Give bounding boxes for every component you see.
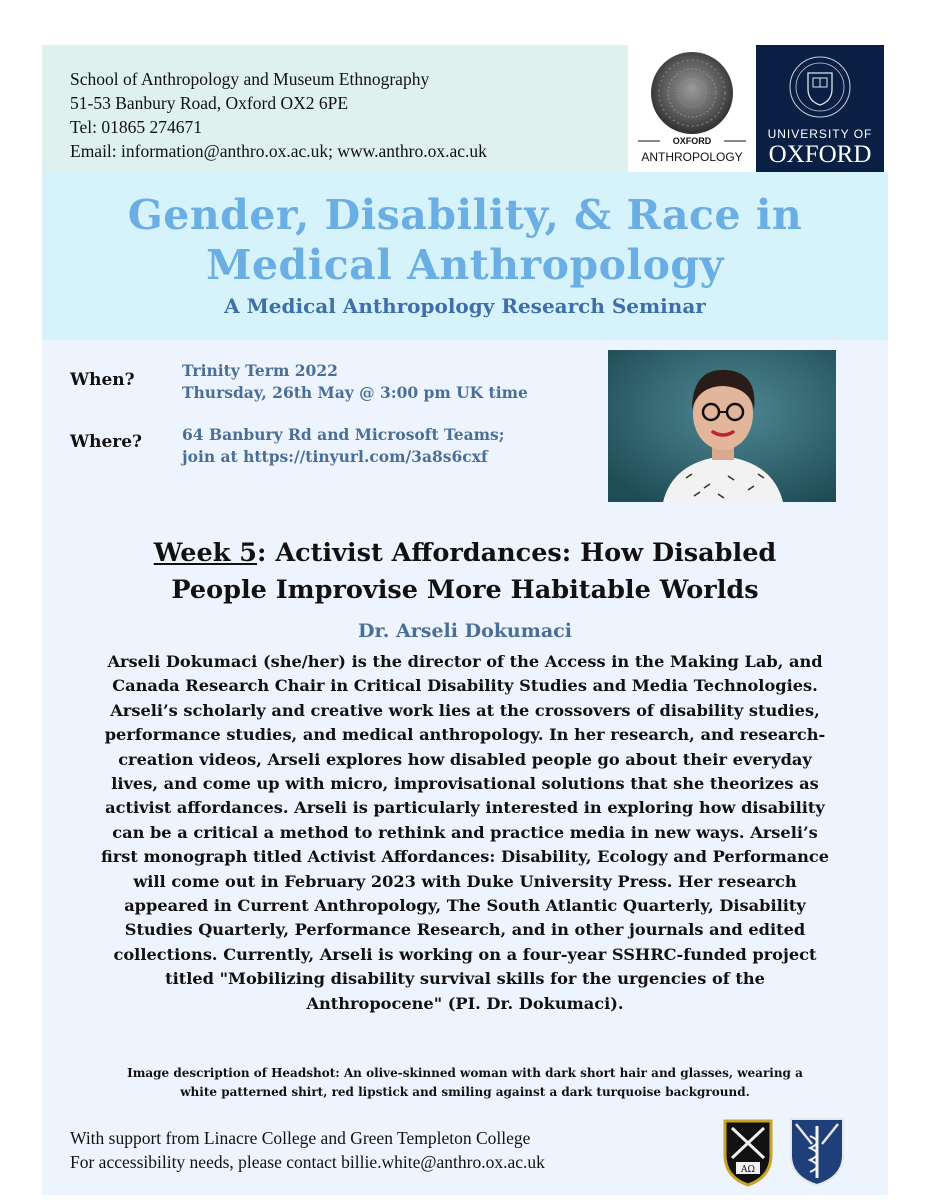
green-templeton-shield-icon xyxy=(788,1116,846,1188)
bio-line: Studies Quarterly, Performance Research, and in other journals and edited xyxy=(124,920,806,940)
stone-disc-icon xyxy=(628,45,756,172)
bio-line: collections. Currently, Arseli is working on a four-year SSHRC-funded project xyxy=(113,944,817,964)
bio-line: appeared in Current Anthropology, The South Atlantic Quarterly, Disability xyxy=(124,896,806,916)
linacre-shield-icon xyxy=(722,1118,774,1188)
seminar-title-line1: Gender, Disability, & Race in xyxy=(127,191,803,239)
bio-line: Anthropocene" (PI. Dr. Dokumaci). xyxy=(306,993,624,1013)
week-number: Week 5 xyxy=(153,538,258,568)
oxford-anthropology-logo xyxy=(628,45,756,172)
school-name: School of Anthropology and Museum Ethnography xyxy=(70,69,430,89)
svg-text:ΑΩ: ΑΩ xyxy=(741,1165,755,1175)
seminar-title-line2: Medical Anthropology xyxy=(206,241,724,289)
image-description-line1: Image description of Headshot: An olive-skinned woman with dark short hair and glasses, wearing a xyxy=(127,1066,803,1080)
ox-logo-line1: UNIVERSITY OF xyxy=(767,127,873,141)
where-location: 64 Banbury Rd and Microsoft Teams; xyxy=(182,425,505,444)
talk-title-line2: People Improvise More Habitable Worlds xyxy=(171,575,759,605)
speaker-headshot xyxy=(608,350,836,502)
talk-title xyxy=(42,535,888,609)
school-email: Email: information@anthro.ox.ac.uk; www.anthro.ox.ac.uk xyxy=(70,141,487,161)
when-datetime: Thursday, 26th May @ 3:00 pm UK time xyxy=(182,383,528,402)
when-term: Trinity Term 2022 xyxy=(182,361,338,380)
bio-line: Arseli’s scholarly and creative work lies at the crossovers of disability studies, xyxy=(110,700,820,720)
when-value xyxy=(182,360,528,404)
image-description-line2: white patterned shirt, red lipstick and smiling against a dark turquoise background. xyxy=(180,1085,750,1099)
university-of-oxford-logo xyxy=(756,45,884,172)
seminar-title xyxy=(42,172,888,290)
image-description xyxy=(42,1064,888,1102)
contact-block xyxy=(42,45,628,172)
where-label: Where? xyxy=(70,432,143,452)
ox-logo-line2: OXFORD xyxy=(768,141,872,168)
speaker-name: Dr. Arseli Dokumaci xyxy=(358,620,572,642)
title-band xyxy=(42,172,888,340)
footer-text xyxy=(70,1126,710,1174)
bio-line: Arseli Dokumaci (she/her) is the director of the Access in the Making Lab, and xyxy=(107,652,823,671)
accessibility-contact: For accessibility needs, please contact billie.white@anthro.ox.ac.uk xyxy=(70,1152,545,1172)
bio-line: lives, and come up with micro, improvisational solutions that she theorizes as xyxy=(111,774,819,794)
oxford-crest-icon xyxy=(756,45,884,172)
linacre-college-crest xyxy=(722,1118,774,1188)
green-templeton-crest xyxy=(788,1116,846,1188)
bio-line: creation videos, Arseli explores how disabled people go about their everyday xyxy=(118,749,812,769)
bio-line: titled "Mobilizing disability survival skills for the urgencies of the xyxy=(165,969,765,989)
school-phone: Tel: 01865 274671 xyxy=(70,117,202,137)
where-value xyxy=(182,424,505,468)
speaker-bio xyxy=(42,650,888,1016)
bio-line: performance studies, and medical anthropology. In her research, and research- xyxy=(104,725,826,745)
anthro-logo-line1: OXFORD xyxy=(672,136,712,146)
when-label: When? xyxy=(70,370,135,390)
content-panel xyxy=(42,340,888,1195)
bio-line: Canada Research Chair in Critical Disability Studies and Media Technologies. xyxy=(112,676,818,696)
where-link[interactable]: join at https://tinyurl.com/3a8s6cxf xyxy=(182,447,488,466)
talk-title-line1 xyxy=(42,535,888,572)
flyer xyxy=(42,45,888,1195)
bio-line: first monograph titled Activist Affordances: Disability, Ecology and Performance xyxy=(100,847,830,867)
bio-line: activist affordances. Arseli is particularly interested in exploring how disability xyxy=(105,798,825,818)
seminar-subtitle: A Medical Anthropology Research Seminar xyxy=(224,294,706,318)
headshot-image xyxy=(608,350,836,502)
talk-title-part1: : Activist Affordances: How Disabled xyxy=(257,538,777,568)
bio-line: will come out in February 2023 with Duke University Press. Her research xyxy=(133,871,797,891)
anthro-logo-line2: ANTHROPOLOGY xyxy=(641,150,743,164)
bio-line: can be a critical a method to rethink and practice media in new ways. Arseli’s xyxy=(112,822,818,842)
school-address: 51-53 Banbury Road, Oxford OX2 6PE xyxy=(70,93,349,113)
support-colleges: With support from Linacre College and Green Templeton College xyxy=(70,1128,531,1148)
